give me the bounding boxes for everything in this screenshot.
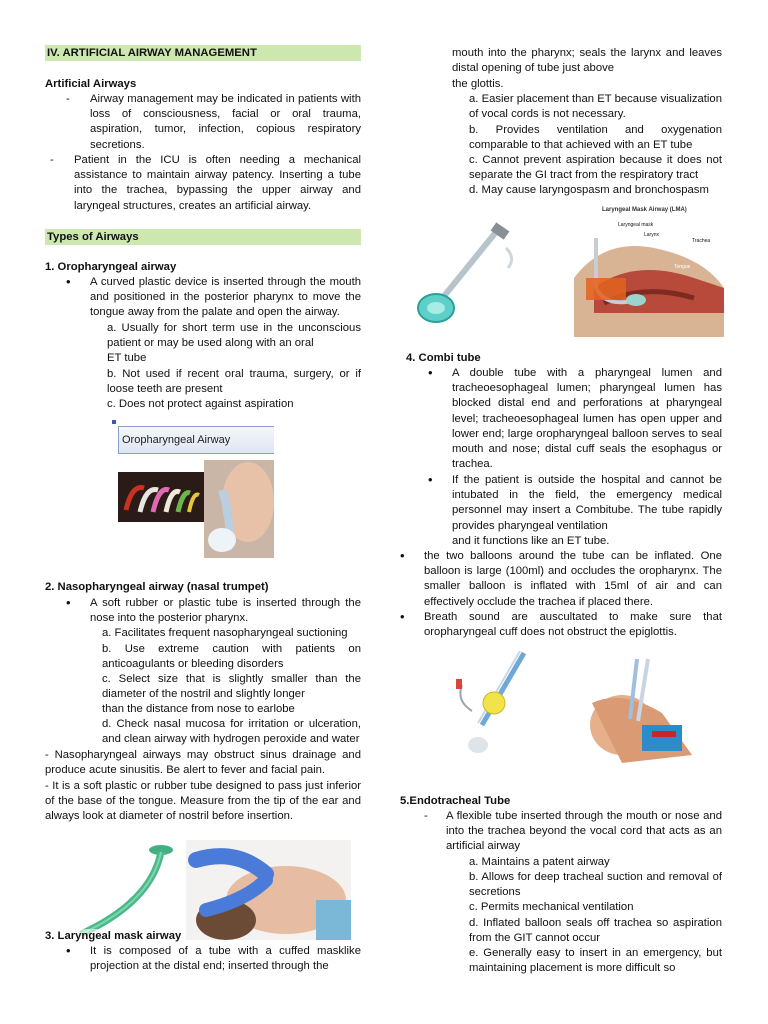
- lma-anatomy-figure: [574, 204, 724, 337]
- oro-figure-dot: [112, 420, 116, 424]
- naso-d: d. Check nasal mucosa for irritation or ulceration, and clean airway with hydrogen peroxide and water: [102, 718, 361, 746]
- et-item: A flexible tube inserted through the mouth or nose and into the trachea beyond the vocal cord that acts as an artificial airway: [446, 810, 722, 853]
- oro-a2: ET tube: [107, 352, 147, 364]
- nasopharyngeal-figure: [66, 840, 351, 940]
- et-e: e. Generally easy to insert in an emergency, but maintaining placement is more difficult so: [469, 947, 722, 975]
- bullet-icon: •: [428, 472, 433, 487]
- oro-figure-header: [118, 426, 274, 454]
- bullet-icon: •: [428, 365, 433, 380]
- lma-device-image: [406, 218, 536, 328]
- lma-b: b. Provides ventilation and oxygenation comparable to that achieved with an ET tube: [469, 124, 722, 152]
- oro-c: c. Does not protect against aspiration: [107, 398, 294, 410]
- naso-bullet: A soft rubber or plastic tube is inserted through the nose into the posterior pharynx.: [90, 597, 361, 625]
- et-b: b. Allows for deep tracheal suction and removal of secretions: [469, 871, 722, 899]
- lma-label-mask: Laryngeal mask: [618, 222, 654, 228]
- types-title-band: [45, 229, 361, 245]
- bullet-icon: •: [66, 943, 71, 958]
- types-title: Types of Airways: [47, 231, 139, 243]
- section-title: IV. ARTIFICIAL AIRWAY MANAGEMENT: [47, 47, 257, 59]
- dash-marker: -: [50, 154, 54, 166]
- naso-heading: 2. Nasopharyngeal airway (nasal trumpet): [45, 581, 269, 593]
- naso-note-2: - It is a soft plastic or rubber tube designed to pass just inferior of the base of the tongue. Measure from the tip of the ear and always look at diameter of nostril before insertion.: [45, 780, 361, 823]
- artificial-airways-heading: Artificial Airways: [45, 78, 137, 90]
- oro-bullet: A curved plastic device is inserted through the mouth and positioned in the posterior pharynx to move the tongue away from the palate and open the airway.: [90, 276, 361, 319]
- lma-label-tongue: Tongue: [674, 264, 691, 270]
- oropharyngeal-figure: [110, 418, 274, 558]
- oro-b: b. Not used if recent oral trauma, surgery, or if loose teeth are present: [107, 368, 361, 396]
- lma-cont-1: mouth into the pharynx; seals the larynx and leaves distal opening of tube just above: [452, 47, 722, 75]
- bullet-icon: •: [400, 609, 405, 624]
- et-heading: 5.Endotracheal Tube: [400, 795, 511, 807]
- oro-devices-image: [118, 472, 204, 522]
- et-d: d. Inflated balloon seals off trachea so aspiration from the GIT cannot occur: [469, 917, 722, 945]
- lma-label-trachea: Trachea: [692, 238, 711, 244]
- lma-cont-2: the glottis.: [452, 78, 504, 90]
- combi-bullet-3: the two balloons around the tube can be inflated. One balloon is large (100ml) and occludes the oropharynx. The smaller balloon is inflated with 15ml of air and can effectively occlude the trachea if placed there.: [424, 550, 722, 608]
- naso-c1: c. Select size that is slightly smaller than the diameter of the nostril and slightly longer: [102, 673, 361, 701]
- oro-insertion-photo: [204, 460, 274, 558]
- naso-note-1: - Nasopharyngeal airways may obstruct sinus drainage and produce acute sinusitis. Be alert to fever and facial pain.: [45, 749, 361, 777]
- combi-bullet-2-tail: and it functions like an ET tube.: [452, 535, 610, 547]
- dash-marker: -: [424, 810, 428, 822]
- lma-d: d. May cause laryngospasm and bronchospasm: [469, 184, 709, 196]
- combi-bullet-2: If the patient is outside the hospital and cannot be intubated in the field, the emergency medical personnel may insert a Combitube. The tube rapidly provides pharyngeal ventilation: [452, 474, 722, 532]
- combi-heading: 4. Combi tube: [406, 352, 481, 364]
- bullet-icon: •: [66, 595, 71, 610]
- oro-figure-label: Oropharyngeal Airway: [122, 434, 231, 446]
- bullet-icon: •: [66, 274, 71, 289]
- naso-c2: than the distance from nose to earlobe: [102, 703, 295, 715]
- lma-heading: 3. Laryngeal mask airway: [45, 929, 181, 944]
- oro-heading: 1. Oropharyngeal airway: [45, 261, 177, 273]
- naso-b: b. Use extreme caution with patients on anticoagulants or bleeding disorders: [102, 643, 361, 671]
- lma-figure-title: Laryngeal Mask Airway (LMA): [602, 207, 687, 213]
- combitube-insertion-figure: [582, 655, 692, 763]
- naso-a: a. Facilitates frequent nasopharyngeal suctioning: [102, 627, 348, 639]
- combi-bullet-1: A double tube with a pharyngeal lumen and tracheoesophageal lumen; pharyngeal lumen has blocked distal end and perforations at pharyngeal level; tracheoesophageal lumen has open upper and lower end; large oropharyngeal balloon serves to seal mouth and nose; distal cuff seals the esophagus or trachea.: [452, 367, 722, 471]
- naso-tube-image: [66, 840, 176, 940]
- oro-a: a. Usually for short term use in the unconscious patient or may be used along with an oral: [107, 322, 361, 350]
- section-title-band: [45, 45, 361, 61]
- combitube-figure: [442, 645, 542, 760]
- naso-insertion-photo: [186, 840, 351, 940]
- combitube-insertion-image: [582, 655, 692, 763]
- dash-marker: -: [66, 93, 70, 105]
- lma-c: c. Cannot prevent aspiration because it does not separate the GI tract from the respiratory tract: [469, 154, 722, 182]
- lma-bullet: It is composed of a tube with a cuffed masklike projection at the distal end; inserted through the: [90, 945, 361, 973]
- combi-bullet-4: Breath sound are auscultated to make sure that oropharyngeal cuff does not obstruct the epiglottis.: [424, 611, 722, 639]
- bullet-icon: •: [400, 548, 405, 563]
- airways-item-2: Patient in the ICU is often needing a mechanical assistance to maintain airway patency. Inserting a tube into the trachea, bypassing the upper airway and laryngeal structures, creates an artificial airway.: [74, 154, 361, 212]
- combitube-image: [442, 645, 542, 760]
- lma-label-larynx: Larynx: [644, 232, 660, 238]
- et-a: a. Maintains a patent airway: [469, 856, 610, 868]
- et-c: c. Permits mechanical ventilation: [469, 901, 634, 913]
- airways-item-1: Airway management may be indicated in patients with loss of consciousness, facial or oral trauma, aspiration, tumor, infection, copious respiratory secretions.: [90, 93, 361, 151]
- lma-device-figure: [406, 218, 536, 328]
- lma-a: a. Easier placement than ET because visualization of vocal cords is not necessary.: [469, 93, 722, 121]
